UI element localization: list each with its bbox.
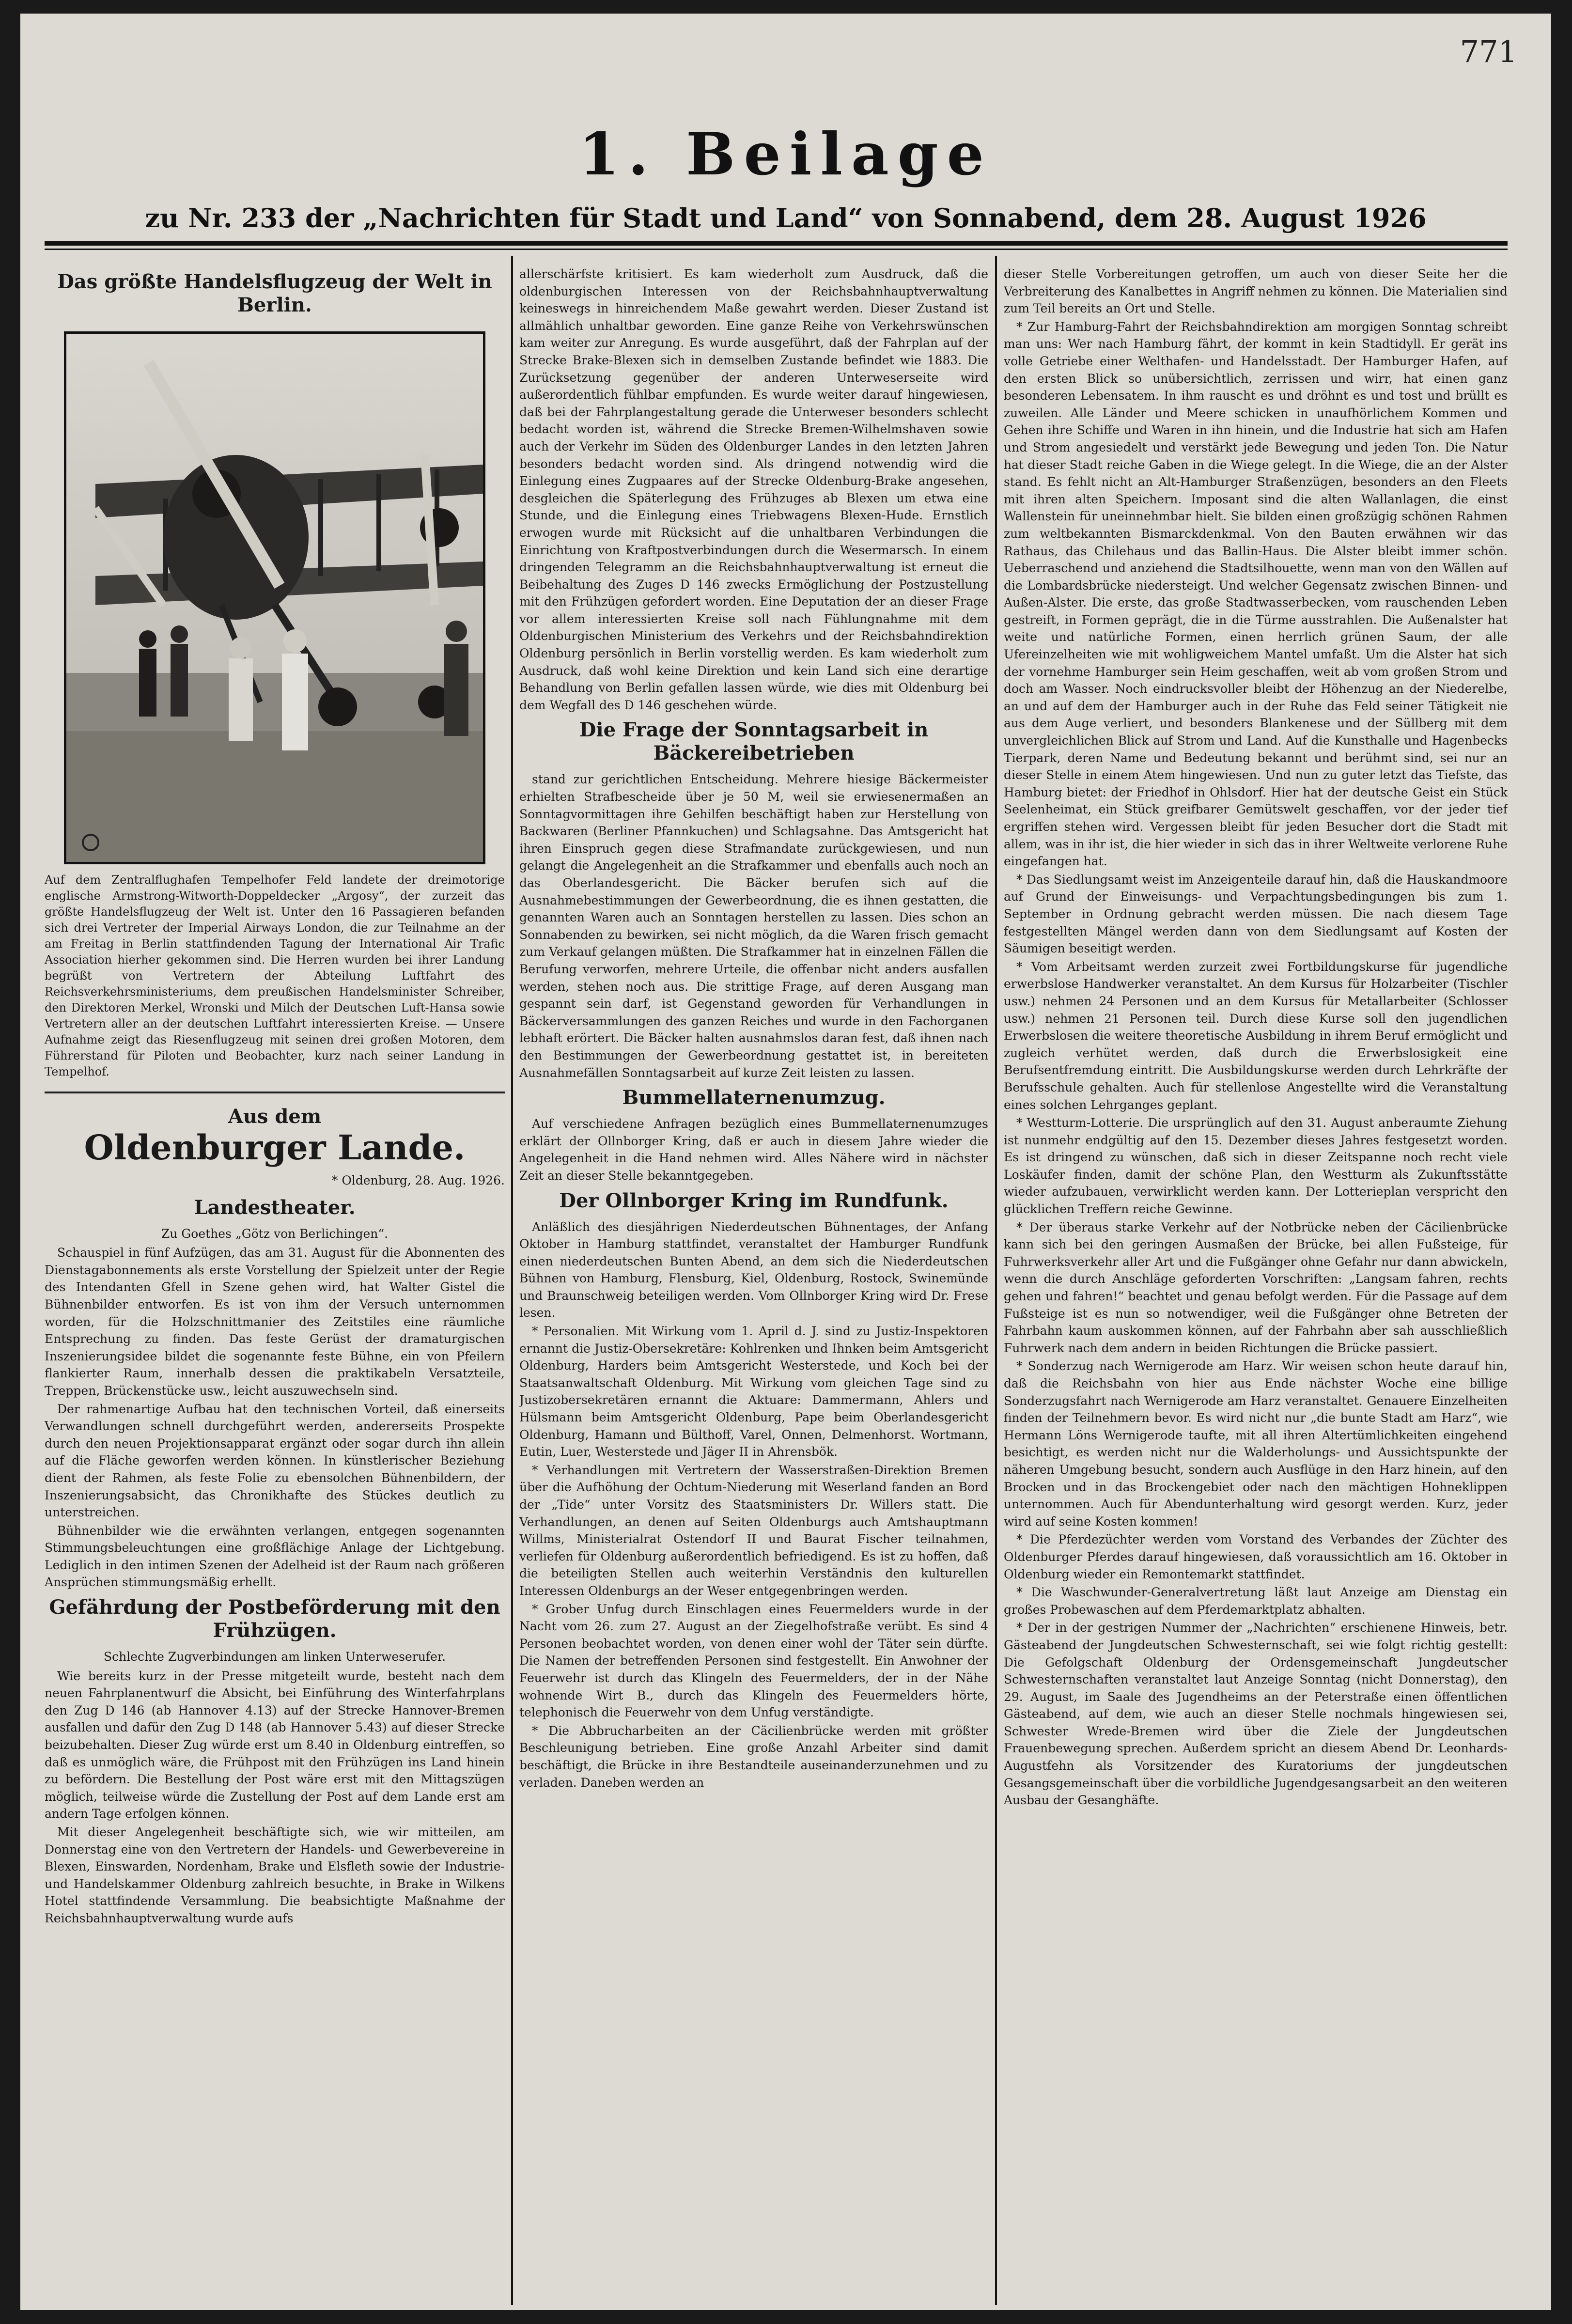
airplane-photo-image — [66, 334, 483, 862]
lantern-parade-paragraph: Auf verschiedene Anfragen bezüglich eines Bummellaternenumzuges erklärt der Ollnborger Kring, daß er auch in diesem Jahre wieder die Angelegenheit in die Hand nehmen wird. Alles Nähere wird in nächster Zeit an dieser Stelle bekanntgegeben. — [519, 1117, 988, 1183]
supplement-subtitle: zu Nr. 233 der „Nachrichten für Stadt und Land“ von Sonnabend, dem 28. August 1926 — [145, 203, 1427, 234]
section-title: Oldenburger Lande. — [84, 1127, 466, 1168]
airplane-headline: Das größte Handelsflugzeug der Welt in Berlin. — [57, 270, 492, 316]
horse-breeders-paragraph: * Die Pferdezüchter werden vom Vorstand des Verbandes der Züchter des Oldenburger Pferdes darauf hingewiesen, daß voraussichtlich am 16. Oktober in Oldenburg wieder ein Remontemarkt stattfindet. — [1004, 1532, 1508, 1581]
theater-paragraph-3: Bühnenbilder wie die erwähnten verlangen, entgegen sogenannten Stimmungsbeleuchtungen eine großflächige Anlage der Lichtgebung. Lediglich in den intimen Szenen der Adelheid ist der Raum nach größeren Ansprüchen stimmungsmäßig erhellt. — [45, 1523, 505, 1590]
radio-headline: Der Ollnborger Kring im Rundfunk. — [559, 1189, 949, 1212]
theater-paragraph-1: Schauspiel in fünf Aufzügen, das am 31. August für die Abonnenten des Dienstagabonnements als erste Vorstellung der Spielzeit unter der Regie des Intendanten Gfell in Szene gehen wird, hat Walter Gistel die Bühnenbilder entworfen. Es ist von ihm der Versuch unternommen worden, für die Holzschnittmanier des Zeitstiles eine räumliche Entsprechung zu finden. Das feste Gerüst der dramaturgischen Inszenierungsidee bildet die sogenannte feste Bühne, ein von Pfeilern flankierter Raum, innerhalb dessen die praktikabeln Versatzteile, Treppen, Brückenstücke usw., leicht auszuwechseln sind. — [45, 1246, 505, 1398]
radio-paragraph: Anläßlich des diesjährigen Niederdeutschen Bühnentages, der Anfang Oktober in Hamburg stattfindet, veranstaltet der Hamburger Rundfunk einen niederdeutschen Bunten Abend, an dem sich die Niederdeutschen Bühnen von Hamburg, Flensburg, Kiel, Oldenburg, Rostock, Swinemünde und Braunschweig beteiligen werden. Vom Ollnborger Kring wird Dr. Frese lesen. — [519, 1219, 988, 1320]
post-paragraph-1: Wie bereits kurz in der Presse mitgeteilt wurde, besteht nach dem neuen Fahrplanentwurf die Absicht, bei Einführung des Winterfahrplans den Zug D 146 (ab Hannover 4.13) auf der Strecke Hannover-Bremen ausfallen und dafür den Zug D 148 (ab Hannover 5.43) auf dieser Strecke beizubehalten. Dieser Zug würde erst um 8.40 in Oldenburg eintreffen, so daß es unmöglich wäre, die Frühpost mit den Frühzügen ins Land hinein zu befördern. Die Bestellung der Post wäre erst mit den Mittagszügen möglich, teilweise würde die Zustellung der Post auf dem Lande erst am andern Tage erfolgen können. — [45, 1669, 505, 1821]
sunday-work-paragraph: stand zur gerichtlichen Entscheidung. Mehrere hiesige Bäckermeister erhielten Strafbescheide über je 50 M, weil sie erwiesenermaßen an Sonntagvormittagen ihre Gehilfen beschäftigt haben zur Herstellung von Backwaren (Berliner Pfannkuchen) und Schlagsahne. Das Amtsgericht hat ihren Einspruch gegen diese Strafmandate zurückgewiesen, und nun gelangt die Angelegenheit an die Strafkammer und ebenfalls auch noch an das Oberlandesgericht. Die Bäcker berufen sich auf die Ausnahmebestimmungen der Gewerbeordnung, die es ihnen gestatten, die genannten Waren auch an Sonntagen herstellen zu lassen. Dies schon an Sonnabenden zu bewirken, sei nicht möglich, da die Waren frisch gemacht zum Verkauf gelangen müßten. Die Strafkammer hat in einzelnen Fällen die Berufung verworfen, mehrere Urteile, die offenbar nicht anders ausfallen werden, stehen noch aus. Die strittige Frage, auf deren Ausgang man gespannt sein darf, ist Gegenstand geworden für Verhandlungen in Bäckerversammlungen des ganzen Reiches und wurde in den Fachorganen lebhaft erörtert. Die Bäcker halten ausnahmslos daran fest, daß ihnen nach den Bestimmungen der Gewerbeordnung gestattet ist, in bereiteten Ausnahmefällen Sonntagsarbeit auf kurze Zeit leisten zu lassen. — [519, 772, 988, 1080]
labor-office-paragraph: * Vom Arbeitsamt werden zurzeit zwei Fortbildungskurse für jugendliche erwerbslose Handwerker veranstaltet. An dem Kursus für Holzarbeiter (Tischler usw.) nehmen 24 Personen und an dem Kursus für Metallarbeiter (Schlosser usw.) nehmen 21 Personen teil. Durch diese Kurse soll den jugendlichen Erwerbslosen die weitere theoretische Ausbildung in ihrem Beruf ermöglicht und zugleich verhütet werden, daß durch die Erwerbslosigkeit eine Berufsentfremdung eintritt. Die Ausbildungskurse werden durch Lehrkräfte der Berufsschule gehalten. Auch für stellenlose Angestellte wird die Veranstaltung eines solchen Lehrganges geplant. — [1004, 959, 1508, 1112]
settlement-office-paragraph: * Das Siedlungsamt weist im Anzeigenteile darauf hin, daß die Hauskandmoore auf Grund der Einweisungs- und Verpachtungsbedingungen bis zum 1. September in Ordnung gebracht werden müssen. Die nach diesem Tage festgestellten Mängel werden dann von dem Siedlungsamt auf Kosten der Säumigen beseitigt werden. — [1004, 872, 1508, 956]
correction-paragraph: * Der in der gestrigen Nummer der „Nachrichten“ erschienene Hinweis, betr. Gästeabend der Jungdeutschen Schwesternschaft, sei wie folgt richtig gestellt: Die Gefolgschaft Oldenburg der Ordensgemeinschaft Jungdeutscher Schwesternschaften veranstaltet laut Anzeige Sonntag (nicht Donnerstag), den 29. August, im Saale des Jugendheims an der Peterstraße einen öffentlichen Gästeabend, auf dem, wie auch an dieser Stelle nochmals hingewiesen sei, Schwester Wrede-Bremen wird über die Ziele der Jungdeutschen Frauenbewegung sprechen. Außerdem spricht an diesem Abend Dr. Leonhards-Augustfehn als Vorsitzender des Kuratoriums der jungdeutschen Gesangsgemeinschaft über die vorbildliche Jugendgesangsarbeit an den weiteren Ausbau der Gesanghäfte. — [1004, 1621, 1508, 1808]
header-rule-thick — [45, 241, 1508, 246]
column-1 — [45, 265, 505, 2300]
post-headline: Gefährdung der Postbeförderung mit den Frühzügen. — [49, 1596, 500, 1642]
theater-subheading: Zu Goethes „Götz von Berlichingen“. — [161, 1226, 389, 1241]
column-divider-1 — [511, 256, 513, 2305]
lantern-parade-headline: Bummellaternenumzug. — [622, 1086, 886, 1109]
theater-headline: Landestheater. — [194, 1196, 356, 1219]
page-number: 771 — [1460, 34, 1517, 69]
column-divider-2 — [995, 256, 997, 2305]
personnel-paragraph: * Personalien. Mit Wirkung vom 1. April d. J. sind zu Justiz-Inspektoren ernannt die Justiz-Obersekretäre: Kohlrenken und Ihnken beim Amtsgericht Oldenburg, Harders beim Amtsgericht Westerstede, und Koch bei der Staatsanwaltschaft Oldenburg. Mit Wirkung vom gleichen Tage sind zu Justizobersekretären ernannt die Aktuare: Dammermann, Ahlers und Hülsmann beim Amtsgericht Oldenburg, Pape beim Oberlandesgericht Oldenburg, Hamann und Bülthoff, Varel, Onnen, Delmenhorst. Wortmann, Eutin, Luer, Westerstede und Jäger II in Ahrensbök. — [519, 1324, 988, 1459]
hamburg-trip-paragraph: * Zur Hamburg-Fahrt der Reichsbahndirektion am morgigen Sonntag schreibt man uns: Wer nach Hamburg fährt, der kommt in kein Stadtidyll. Er gerät ins volle Getriebe einer Welthafen- und Handelsstadt. Der Hamburger Hafen, auf den ersten Blick so unübersichtlich, zerrissen und wirr, hat einen ganz besonderen Lebensatem. In ihm rauscht es und dröhnt es und tost und brüllt es zuweilen. Alle Länder und Meere schicken in unaufhörlichem Kommen und Gehen ihre Schiffe und Waren in ihn hinein, und die Industrie hat sich am Hafen und Strom angesiedelt und verstärkt jede Bewegung und jeden Ton. Die Natur hat dieser Stadt reiche Gaben in die Wiege gelegt. In die Wiege, die an der Alster stand. Es fehlt nicht an Alt-Hamburger Straßenzügen, besonders an den Fleets mit ihren alten Speichern. Imposant sind die alten Wallanlagen, die einst Wallenstein für uneinnehmbar hielt. Sie bilden einen großzügig schönen Rahmen zum weltbekannten Bismarckdenkmal. Von den Bauten erwähnen wir das Rathaus, das Chilehaus und das Ballin-Haus. Die Alster bleibt immer schön. Ueberraschend und anziehend die Stadtsilhouette, wenn man von den Wällen auf die Lombardsbrücke niedersteigt. Und welcher Gegensatz zwischen Binnen- und Außen-Alster. Die erste, das große Stadtwasserbecken, vom rauschenden Leben gestreift, in Formen geprägt, die in die Türme ausstrahlen. Die Außenalster hat weite und natürliche Formen, einen herrlich grünen Saum, der alle Ufereinzelheiten wie mit wohligweichem Mantel umfaßt. Um die Alster hat sich der vornehme Hamburger sein Heim geschaffen, weit ab vom großen Strom und doch am Wasser. Noch eindrucksvoller bleibt der Höhenzug an der Niederelbe, an und auf dem der Hamburger auch in der Ruhe das Feld seiner Tätigkeit nie aus dem Auge verliert, und besonders Blankenese und der Süllberg mit dem unvergleichlichen Blick auf Strom und Land. Auf die Kunsthalle und Hagenbecks Tierpark, deren Name und Bedeutung bekannt und berühmt sind, sei nur an dieser Stelle in einem Atem hingewiesen. Und nun zu guter letzt das Tiefste, das Hamburg bietet: der Friedhof in Ohlsdorf. Hier hat der deutsche Geist ein Stück Seelenheimat, ein Stück greifbarer Gemütswelt geschaffen, vor der jeder tief ergriffen stehen wird. Vergessen bleibt für jeden Besucher dort die Stadt mit allem, was in ihr ist, die hier wieder in sich das in ihrer Weltweite verlorene Ruhe eingefangen hat. — [1004, 319, 1508, 869]
sunday-work-headline: Die Frage der Sonntagsarbeit in Bäckereibetrieben — [579, 718, 929, 765]
post-subheading: Schlechte Zugverbindungen am linken Unterweserufer. — [103, 1650, 446, 1664]
theater-paragraph-2: Der rahmenartige Aufbau hat den technischen Vorteil, daß einerseits Verwandlungen schnell durchgeführt werden, andererseits Prospekte durch den neuen Projektionsapparat ergänzt oder sogar durch ihn allein auf die Fläche geworfen werden können. In künstlerischer Beziehung dient der Rahmen, als feste Folie zu ebensolchen Bühnenbildern, der Inszenierungsabsicht, das Chronikhafte des Stückes deutlich zu unterstreichen. — [45, 1402, 505, 1520]
newspaper-page — [20, 14, 1551, 2310]
photo-caption-text: Auf dem Zentralflughafen Tempelhofer Feld landete der dreimotorige englische Armstrong-Witworth-Doppeldecker „Argosy“, der zurzeit das größte Handelsflugzeug der Welt ist. Unter den 16 Passagieren befanden sich drei Vertreter der Imperial Airways London, die zur Teilnahme an der am Freitag in Berlin stattfindenden Tagung der International Air Trafic Association hierher gekommen sind. Die Herren wurden bei ihrer Landung begrüßt von Vertretern der Abteilung Luftfahrt des Reichsverkehrsministeriums, dem preußischen Handelsminister Schreiber, den Direktoren Merkel, Wronski und Milch der Deutschen Luft-Hansa sowie Vertretern aller an der deutschen Luftfahrt interessierten Kreise. — Unsere Aufnahme zeigt das Riesenflugzeug mit seinen drei großen Motoren, dem Führerstand für Piloten und Beobachter, kurz nach seiner Landung in Tempelhof. — [45, 873, 505, 1078]
mischief-paragraph: * Grober Unfug durch Einschlagen eines Feuermelders wurde in der Nacht vom 26. zum 27. August an der Ziegelhofstraße verübt. Es sind 4 Personen beobachtet worden, von denen einer wohl der Täter sein dürfte. Die Namen der betreffenden Personen sind festgestellt. Ein Anwohner der Feuerwehr ist durch das Klingeln des Feuermelders, der in der Nähe wohnende Wirt B., durch das Klingeln des Feuermelders hörte, telephonisch die Feuerwehr von dem Unfug verständigte. — [519, 1602, 988, 1720]
demolition-continuation: dieser Stelle Vorbereitungen getroffen, um auch von dieser Seite her die Verbreiterung des Kanalbettes in Angriff nehmen zu können. Die Materialien sind zum Teil bereits an Ort und Stelle. — [1004, 267, 1508, 316]
laundry-paragraph: * Die Waschwunder-Generalvertretung läßt laut Anzeige am Dienstag ein großes Probewaschen auf dem Pferdemarktplatz abhalten. — [1004, 1585, 1508, 1617]
supplement-title: 1. Beilage — [578, 120, 993, 188]
post-paragraph-2: Mit dieser Angelegenheit beschäftigte sich, wie wir mitteilen, am Donnerstag eine von den Vertretern der Handels- und Gewerbevereine in Blexen, Einswarden, Nordenham, Brake und Elsfleth sowie der Industrie- und Handelskammer Oldenburg zahlreich besuchte, in Brake in Wilkens Hotel stattfindende Versammlung. Die beabsichtigte Maßnahme der Reichsbahnhauptverwaltung wurde aufs — [45, 1825, 505, 1925]
emergency-bridge-paragraph: * Der überaus starke Verkehr auf der Notbrücke neben der Cäcilienbrücke kann sich bei den geringen Ausmaßen der Brücke, bei allen Fußsteige, für Fuhrwerksverkehr aller Art und die Fußgänger ohne Gefahr nur dann abwickeln, wenn die durch Anschläge geforderten Vorschriften: „Langsam fahren, rechts gehen und fahren!“ beachtet und genau befolgt werden. Für die Passage auf dem Fußsteige ist es nun so notwendiger, weil die Fußgänger ohne Betreten der Fahrbahn kaum auskommen können, auf der Fahrbahn aber sah ausschließlich Fuhrwerk nach dem andern in beiden Richtungen die Brücke passiert. — [1004, 1220, 1508, 1355]
section-rule — [45, 1092, 505, 1093]
airplane-photo — [64, 331, 485, 864]
post-continuation: allerschärfste kritisiert. Es kam wiederholt zum Ausdruck, daß die oldenburgischen Interessen von der Reichsbahnhauptverwaltung keineswegs in hinreichendem Maße gewahrt werden. Dieser Zustand ist allmählich unhaltbar geworden. Eine ganze Reihe von Verkehrswünschen kam weiter zur Anregung. Es wurde ausgeführt, daß der Fahrplan auf der Strecke Brake-Blexen sich in demselben Zustande befindet wie 1883. Die Zurücksetzung gegenüber der anderen Unterweserseite wird außerordentlich fühlbar empfunden. Es wurde weiter darauf hingewiesen, daß bei der Fahrplangestaltung gerade die Unterweser besonders schlecht bedacht worden ist, während die Strecke Bremen-Wilhelmshaven sowie auch der Verkehr im Süden des Oldenburger Landes in den letzten Jahren besonders bedacht worden sind. Als dringend notwendig wird die Einlegung eines Zugpaares auf der Strecke Oldenburg-Brake angesehen, desgleichen die Späterlegung des Frühzuges ab Blexen um etwa eine Stunde, und die Einlegung eines Triebwagens Blexen-Hude. Ernstlich erwogen wurde mit Rücksicht auf die unhaltbaren Verbindungen die Einrichtung von Kraftpostverbindungen durch die Wesermarsch. In einem dringenden Telegramm an die Reichsbahnhauptverwaltung ist erneut die Beibehaltung des Zuges D 146 zwecks Ermöglichung der Postzustellung mit den Frühzügen gefordert worden. Eine Deputation der an dieser Frage vor allem interessierten Kreise soll nach Fühlungnahme mit dem Oldenburgischen Ministerium des Verkehrs und der Reichsbahndirektion Oldenburg persönlich in Berlin vorstellig werden. Es kam wiederholt zum Ausdruck, daß wohl keine Direktion und kein Land sich eine derartige Behandlung von Berlin gefallen lassen würde, wie dies mit Oldenburg bei dem Wegfall des D 146 geschehen würde. — [519, 267, 988, 712]
photo-caption — [45, 872, 505, 1080]
lottery-paragraph: * Westturm-Lotterie. Die ursprünglich auf den 31. August anberaumte Ziehung ist nunmehr endgültig auf den 15. Dezember dieses Jahres festgesetzt worden. Es ist dringend zu wünschen, daß sich in dieser Zeitspanne noch recht viele Loskäufer finden, damit der schöne Plan, den Westturm als Zukunftsstätte wieder aufzubauen, verwirklicht werden kann. Der Lotterieplan verspricht den glücklichen Treffern reiche Gewinne. — [1004, 1116, 1508, 1217]
waterway-paragraph: * Verhandlungen mit Vertretern der Wasserstraßen-Direktion Bremen über die Aufhöhung der Ochtum-Niederung mit Weserland fanden an Bord der „Tide“ unter Vorsitz des Staatsministers Dr. Willers statt. Die Verhandlungen, an denen auf Seiten Oldenburgs auch Amtshauptmann Willms, Ministerialrat Ostendorf II und Baurat Fischer teilnahmen, verliefen für Oldenburg außerordentlich befriedigend. Es ist zu hoffen, daß die beteiligten Stellen auch weiterhin Verständnis den kulturellen Interessen Oldenburgs an der Weser entgegenbringen werden. — [519, 1463, 988, 1598]
header-rule-thin — [45, 249, 1508, 250]
dateline: * Oldenburg, 28. Aug. 1926. — [331, 1173, 505, 1187]
harz-train-paragraph: * Sonderzug nach Wernigerode am Harz. Wir weisen schon heute darauf hin, daß die Reichsbahn von hier aus Ende nächster Woche eine billige Sonderzugsfahrt nach Wernigerode am Harz veranstaltet. Genauere Einzelheiten finden der Teilnehmern bevor. Es wird nicht nur „die bunte Stadt am Harz“, wie Hermann Löns Wernigerode taufte, mit all ihren Altertümlichkeiten eingehend besichtigt, es werden nicht nur die Walderholungs- und Aussichtspunkte der näheren Umgebung besucht, sondern auch Ausflüge in den Harz hinein, auf den Brocken und in das Brockengebiet oder nach den mächtigen Hohneklippen unternommen. Auch für Abendunterhaltung wird gesorgt werden. Kurz, jeder wird auf seine Kosten kommen! — [1004, 1359, 1508, 1529]
demolition-paragraph: * Die Abbrucharbeiten an der Cäcilienbrücke werden mit größter Beschleunigung betrieben. Eine große Anzahl Arbeiter sind damit beschäftigt, die Brücke in ihre Bestandteile auseinanderzunehmen und zu verladen. Daneben werden an — [519, 1723, 988, 1790]
column-2 — [519, 265, 988, 2300]
column-3 — [1004, 265, 1508, 2300]
section-kicker: Aus dem — [228, 1105, 322, 1128]
